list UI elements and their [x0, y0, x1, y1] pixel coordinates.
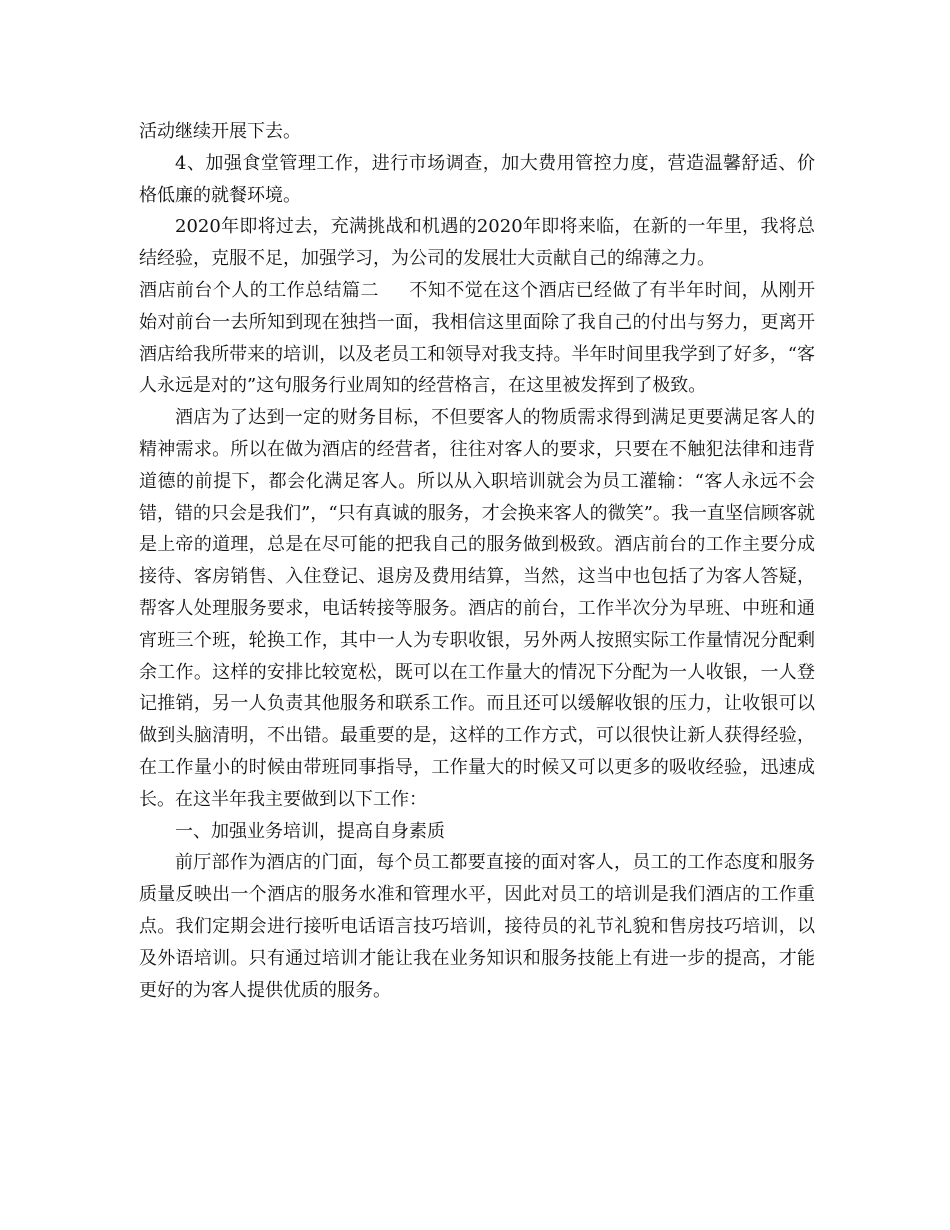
section-heading: 酒店前台个人的工作总结篇二	[139, 279, 379, 301]
paragraph-section-two	[139, 275, 815, 402]
subheading-training: 一、加强业务培训，提高自身素质	[175, 820, 445, 842]
paragraph-continuation: 活动继续开展下去。	[139, 121, 301, 142]
paragraph-front-desk-work: 酒店为了达到一定的财务目标，不但要客人的物质需求得到满足更要满足客人的精神需求。所以在做为酒店的经营者，往往对客人的要求，只要在不触犯法律和违背道德的前提下，都会化满足客人。所以从入职培训就会为员工灌输：“客人永远不会错，错的只会是我们”，“只有真诚的服务，才会换来客人的微笑”。我一直坚信顾客就是上帝的道理，总是在尽可能的把我自己的服务做到极致。酒店前台的工作主要分成接待、客房销售、入住登记、退房及费用结算，当然，这当中也包括了为客人答疑，帮客人处理服务要求，电话转接等服务。酒店的前台，工作半次分为早班、中班和通宵班三个班，轮换工作，其中一人为专职收银，另外两人按照实际工作量情况分配剩余工作。这样的安排比较宽松，既可以在工作量大的情况下分配为一人收银，一人登记推销，另一人负责其他服务和联系工作。而且还可以缓解收银的压力，让收银可以做到头脑清明，不出错。最重要的是，这样的工作方式，可以很快让新人获得经验，在工作量小的时候由带班同事指导，工作量大的时候又可以更多的吸收经验，迅速成长。在这半年我主要做到以下工作：	[139, 407, 815, 810]
paragraph-training-details: 前厅部作为酒店的门面，每个员工都要直接的面对客人，员工的工作态度和服务质量反映出一个酒店的服务水准和管理水平，因此对员工的培训是我们酒店的工作重点。我们定期会进行接听电话语言技巧培训，接待员的礼节礼貌和售房技巧培训，以及外语培训。只有通过培训才能让我在业务知识和服务技能上有进一步的提高，才能更好的为客人提供优质的服务。	[139, 852, 815, 1001]
document-body	[139, 116, 815, 1006]
section-intro-text: 不知不觉在这个酒店已经做了有半年时间，从刚开始对前台一去所知到现在独挡一面，我相信这里面除了我自己的付出与努力，更离开酒店给我所带来的培训，以及老员工和领导对我支持。半年时间里我学到了好多，“客人永远是对的”这句服务行业周知的经营格言，在这里被发挥到了极致。	[139, 279, 816, 397]
paragraph-canteen-management: 4、加强食堂管理工作，进行市场调查，加大费用管控力度，营造温馨舒适、价格低廉的就餐环境。	[139, 152, 815, 206]
paragraph-year-summary: 2020年即将过去，充满挑战和机遇的2020年即将来临，在新的一年里，我将总结经验，克服不足，加强学习，为公司的发展壮大贡献自己的绵薄之力。	[139, 216, 815, 270]
